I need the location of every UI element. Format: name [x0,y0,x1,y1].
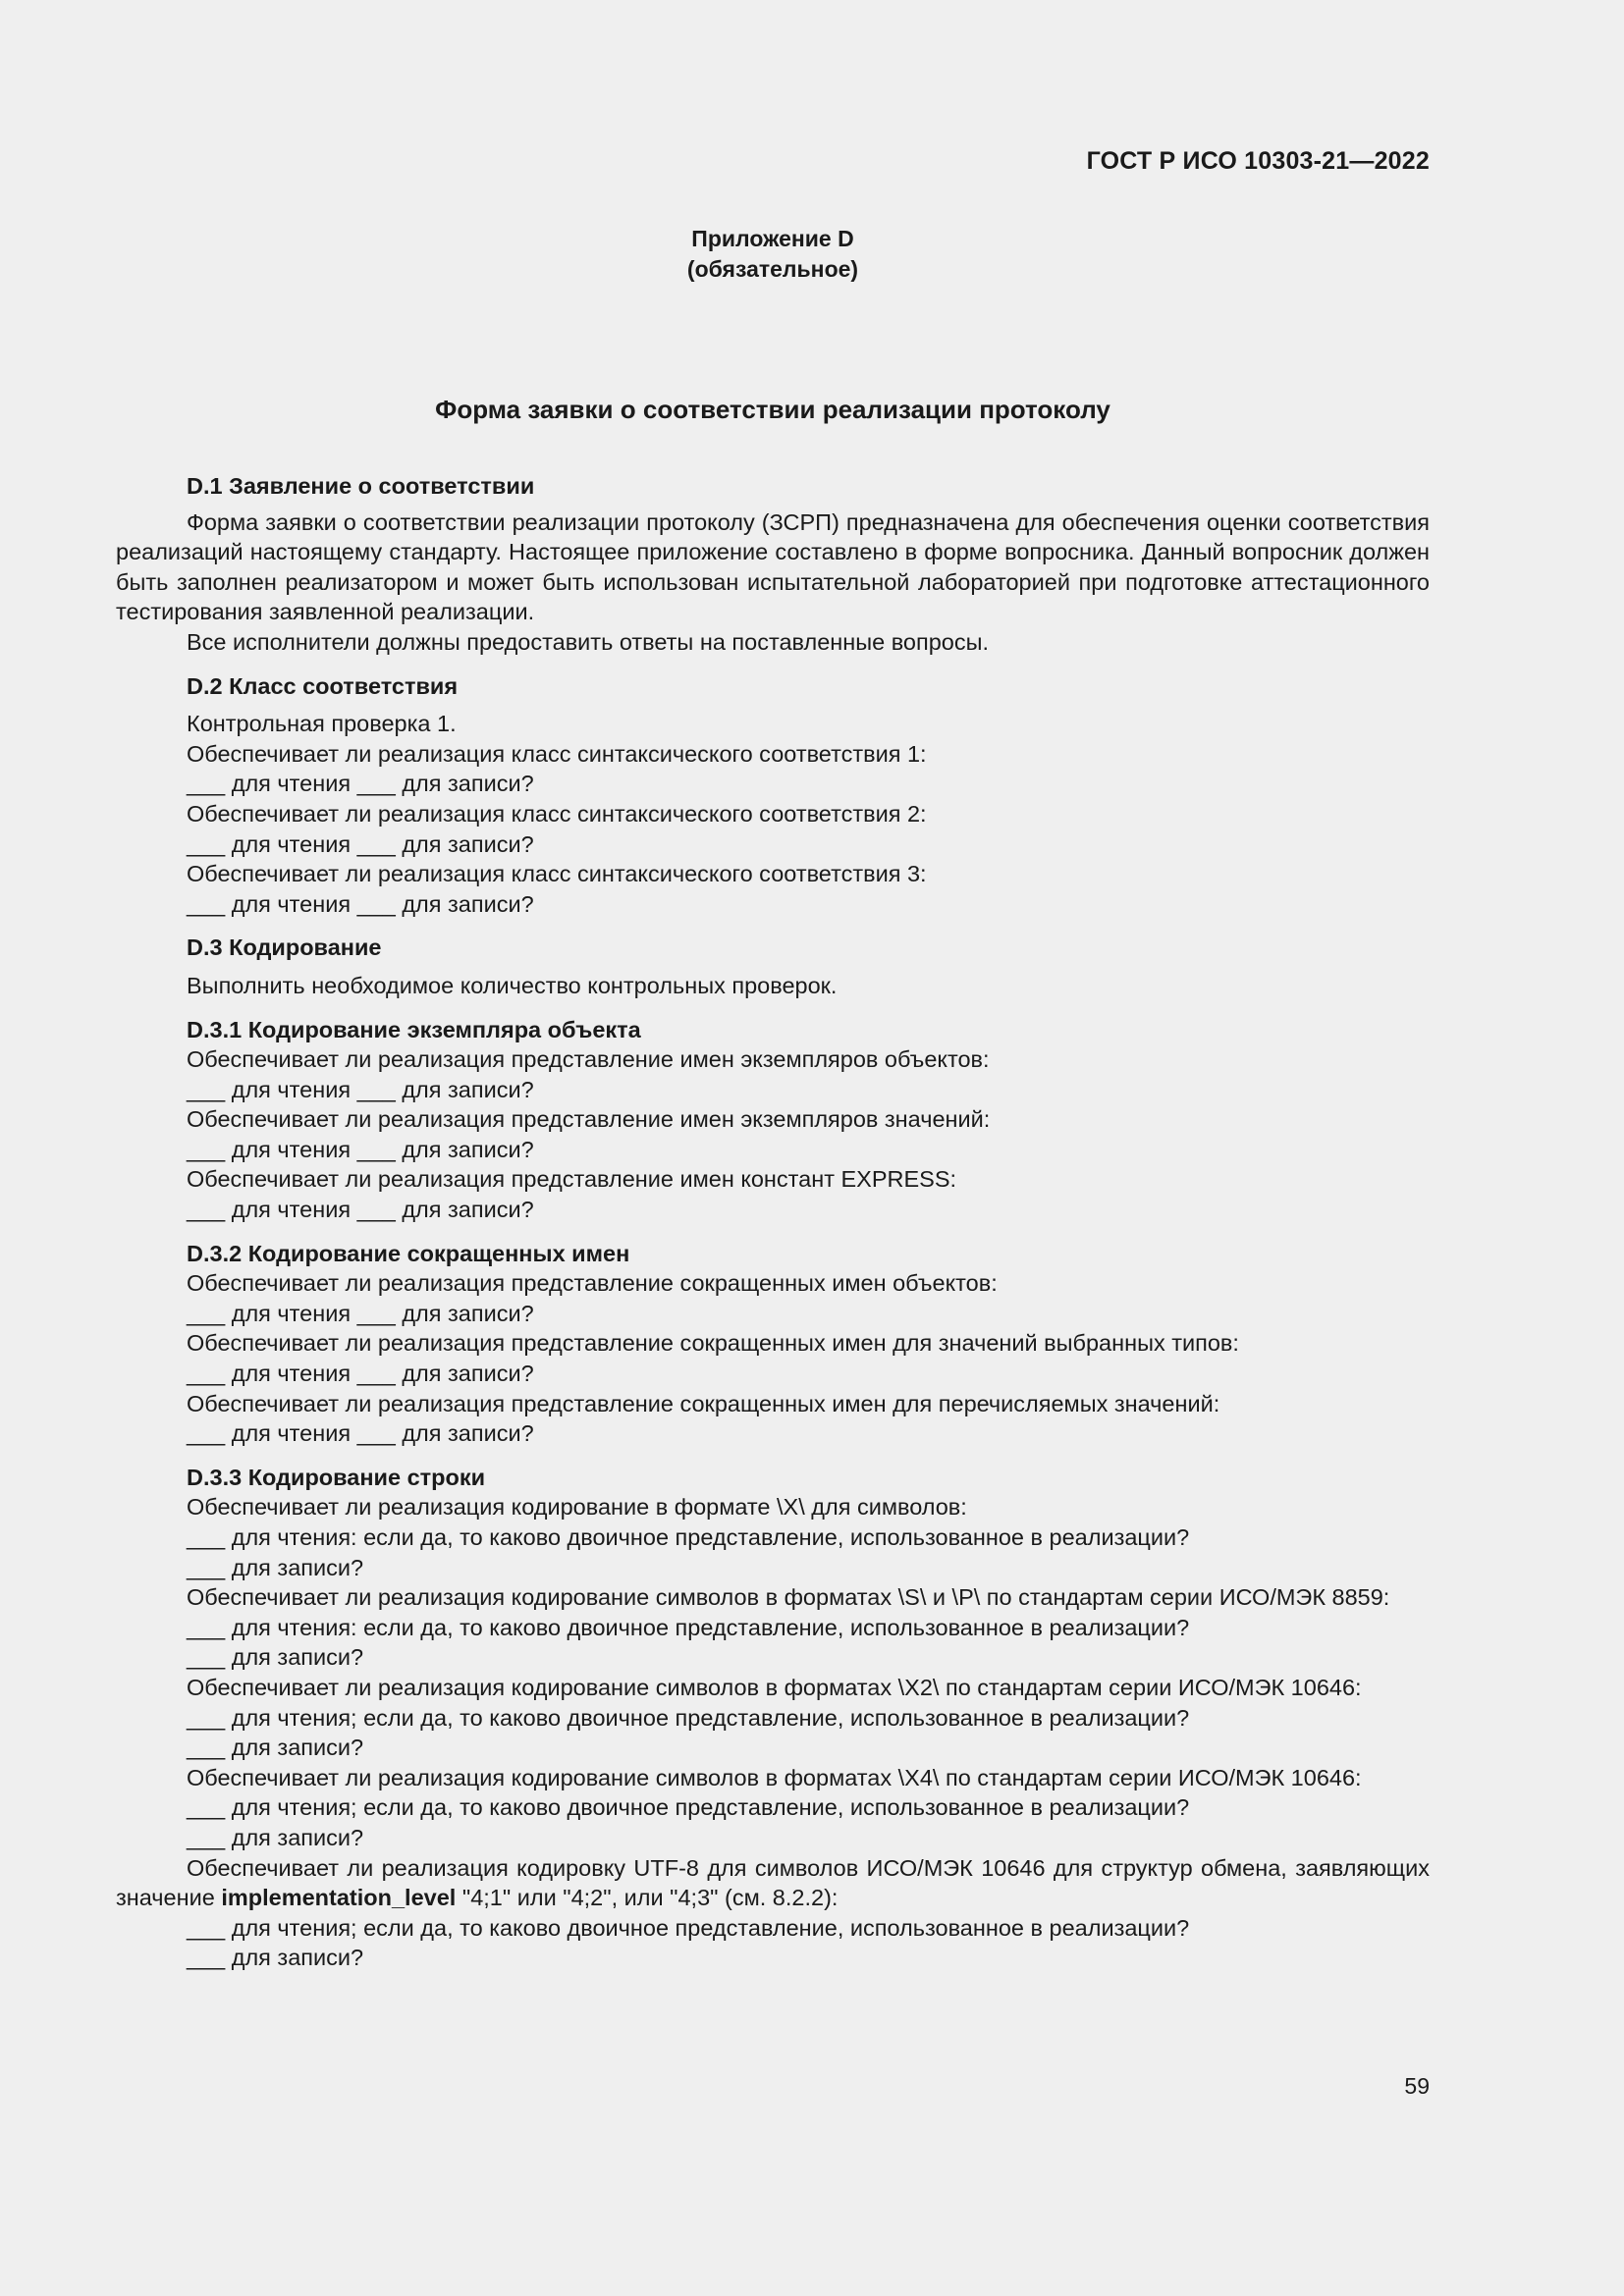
answer-line: ___ для чтения: если да, то каково двоичное представление, использованное в реализации? [187,1614,1190,1640]
answer-line: ___ для чтения; если да, то каково двоичное представление, использованное в реализации? [187,1704,1190,1731]
section-heading-d33: D.3.3 Кодирование строки [187,1464,486,1490]
appendix-status: (обязательное) [686,256,859,282]
answer-line: ___ для чтения ___ для записи? [187,830,534,857]
document-code: ГОСТ Р ИСО 10303-21—2022 [1086,147,1430,175]
question: Обеспечивает ли реализация кодирование символов в форматах \X2\ по стандартам серии ИСО/МЭК 10646: [187,1674,1362,1700]
section-heading-d1: D.1 Заявление о соответствии [187,473,535,499]
answer-line: ___ для чтения: если да, то каково двоичное представление, использованное в реализации? [187,1524,1190,1550]
answer-line: ___ для чтения ___ для записи? [187,1361,534,1387]
question-text: Обеспечивает ли реализация кодировку UTF-8 для символов ИСО/МЭК 10646 для структур обмена, заявляющих значение [116,1854,1430,1911]
question: Обеспечивает ли реализация представление сокращенных имен для значений выбранных типов: [187,1330,1239,1357]
question: Обеспечивает ли реализация кодирование символов в форматах \X4\ по стандартам серии ИСО/МЭК 10646: [187,1764,1362,1790]
list-item: Контрольная проверка 1. [187,711,457,737]
answer-line: ___ для чтения; если да, то каково двоичное представление, использованное в реализации? [187,1914,1190,1941]
answer-line: ___ для чтения ___ для записи? [187,1420,534,1447]
question: Обеспечивает ли реализация класс синтаксического соответствия 1: [187,740,927,767]
answer-line: ___ для записи? [187,1735,364,1761]
answer-line: ___ для чтения ___ для записи? [187,1197,534,1223]
answer-line: ___ для записи? [187,1824,364,1850]
paragraph: Форма заявки о соответствии реализации протоколу (ЗСРП) предназначена для обеспечения оценки соответствия реализаций настоящему стандарту. Настоящее приложение составлено в форме вопросника. Данный вопросник должен быть заполнен реализатором и может быть использован испытательной лабораторией при подготовке аттестационного тестирования заявленной реализации. [116,508,1430,625]
page-number: 59 [1404,2073,1430,2099]
paragraph: Выполнить необходимое количество контрольных проверок. [187,972,838,998]
section-heading-d31: D.3.1 Кодирование экземпляра объекта [187,1016,641,1042]
appendix-label: Приложение D [691,226,854,251]
appendix-title: Форма заявки о соответствии реализации протоколу [435,395,1110,424]
answer-line: ___ для чтения ___ для записи? [187,771,534,797]
appendix-heading [116,224,1430,285]
question: Обеспечивает ли реализация кодирование в формате \X\ для символов: [187,1494,967,1521]
section-heading-d3: D.3 Кодирование [187,934,382,961]
document-body [116,471,1430,1973]
answer-line: ___ для записи? [187,1554,364,1580]
question: Обеспечивает ли реализация представление имен экземпляров значений: [187,1106,991,1133]
answer-line: ___ для чтения ___ для записи? [187,890,534,917]
answer-line: ___ для чтения ___ для записи? [187,1300,534,1326]
question: Обеспечивает ли реализация класс синтаксического соответствия 2: [187,800,927,827]
answer-line: ___ для чтения ___ для записи? [187,1136,534,1162]
answer-line: ___ для чтения ___ для записи? [187,1076,534,1102]
question-text: "4;1" или "4;2", или "4;3" (см. 8.2.2): [456,1885,839,1911]
question [116,1853,1430,1913]
section-heading-d32: D.3.2 Кодирование сокращенных имен [187,1240,630,1266]
question: Обеспечивает ли реализация представление сокращенных имен объектов: [187,1270,998,1297]
question: Обеспечивает ли реализация класс синтаксического соответствия 3: [187,861,927,887]
paragraph: Все исполнители должны предоставить ответы на поставленные вопросы. [187,628,990,655]
answer-line: ___ для чтения; если да, то каково двоичное представление, использованное в реализации? [187,1794,1190,1821]
question: Обеспечивает ли реализация представление сокращенных имен для перечисляемых значений: [187,1390,1220,1416]
section-heading-d2: D.2 Класс соответствия [187,672,459,699]
question: Обеспечивает ли реализация представление имен экземпляров объектов: [187,1046,990,1073]
answer-line: ___ для записи? [187,1945,364,1971]
question: Обеспечивает ли реализация представление имен констант EXPRESS: [187,1166,957,1193]
answer-line: ___ для записи? [187,1644,364,1671]
question: Обеспечивает ли реализация кодирование символов в форматах \S\ и \P\ по стандартам серии ИСО/МЭК 8859: [187,1584,1390,1611]
keyword: implementation_level [221,1885,457,1911]
